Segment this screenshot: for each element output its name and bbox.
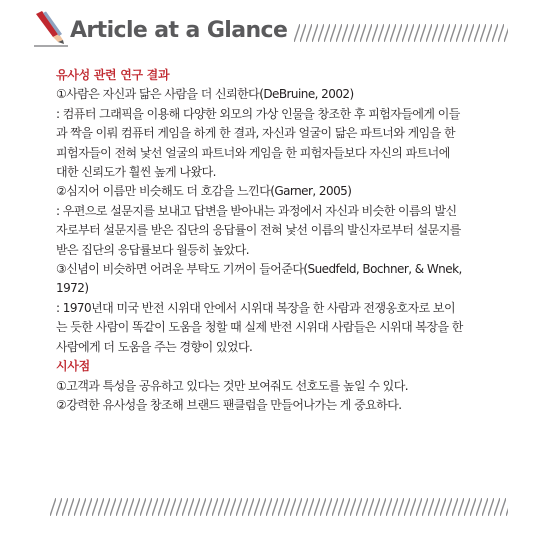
finding-line: ①사람은 자신과 닮은 사람을 더 신뢰한다(DeBruine, 2002)	[56, 87, 354, 102]
finding-line: 사람에게 더 도움을 주는 경향이 있었다.	[56, 339, 253, 354]
finding-line: 자로부터 설문지를 받은 집단의 응답률이 전혀 낯선 이름의 발신자로부터 설문지를	[56, 223, 461, 238]
finding-line: 피험자들이 전혀 낯선 얼굴의 파트너와 게임을 한 피험자들보다 자신의 파트너에	[56, 145, 450, 160]
implication-line: ②강력한 유사성을 창조해 브랜드 팬클럽을 만들어나가는 게 중요하다.	[56, 397, 402, 412]
finding-line: 대한 신뢰도가 훨씬 높게 나왔다.	[56, 165, 216, 180]
page-title: Article at a Glance	[70, 18, 288, 43]
findings-heading: 유사성 관련 연구 결과	[56, 68, 170, 82]
finding-line: : 우편으로 설문지를 보내고 답변을 받아내는 과정에서 자신과 비슷한 이름의 발신	[56, 203, 457, 218]
finding-line: ③신념이 비슷하면 어려운 부탁도 기꺼이 들어준다(Suedfeld, Bochner, & Wnek,	[56, 262, 462, 277]
finding-line: : 1970년대 미국 반전 시위대 안에서 시위대 복장을 한 사람과 전쟁옹호자로 보이	[56, 300, 456, 315]
finding-line: 1972)	[56, 281, 89, 296]
pencil-icon	[32, 10, 70, 48]
article-content	[56, 66, 508, 415]
header-hatch-divider	[294, 24, 508, 42]
finding-line: 과 짝을 이뤄 컴퓨터 게임을 하게 한 결과, 자신과 얼굴이 닮은 파트너와 게임을 한	[56, 126, 456, 141]
finding-line: 받은 집단의 응답률보다 월등히 높았다.	[56, 242, 249, 257]
finding-line: ②심지어 이름만 비슷해도 더 호감을 느낀다(Garner, 2005)	[56, 184, 352, 199]
finding-line: : 컴퓨터 그래픽을 이용해 다양한 외모의 가상 인물을 창조한 후 피험자들에게 이들	[56, 106, 460, 121]
implications-heading: 시사점	[56, 359, 90, 374]
finding-line: 는 듯한 사람이 똑같이 도움을 청할 때 실제 반전 시위대 사람들은 시위대 복장을 한	[56, 320, 463, 335]
implication-line: ①고객과 특성을 공유하고 있다는 것만 보여줘도 선호도를 높일 수 있다.	[56, 378, 409, 393]
bottom-hatch-divider	[50, 498, 508, 516]
